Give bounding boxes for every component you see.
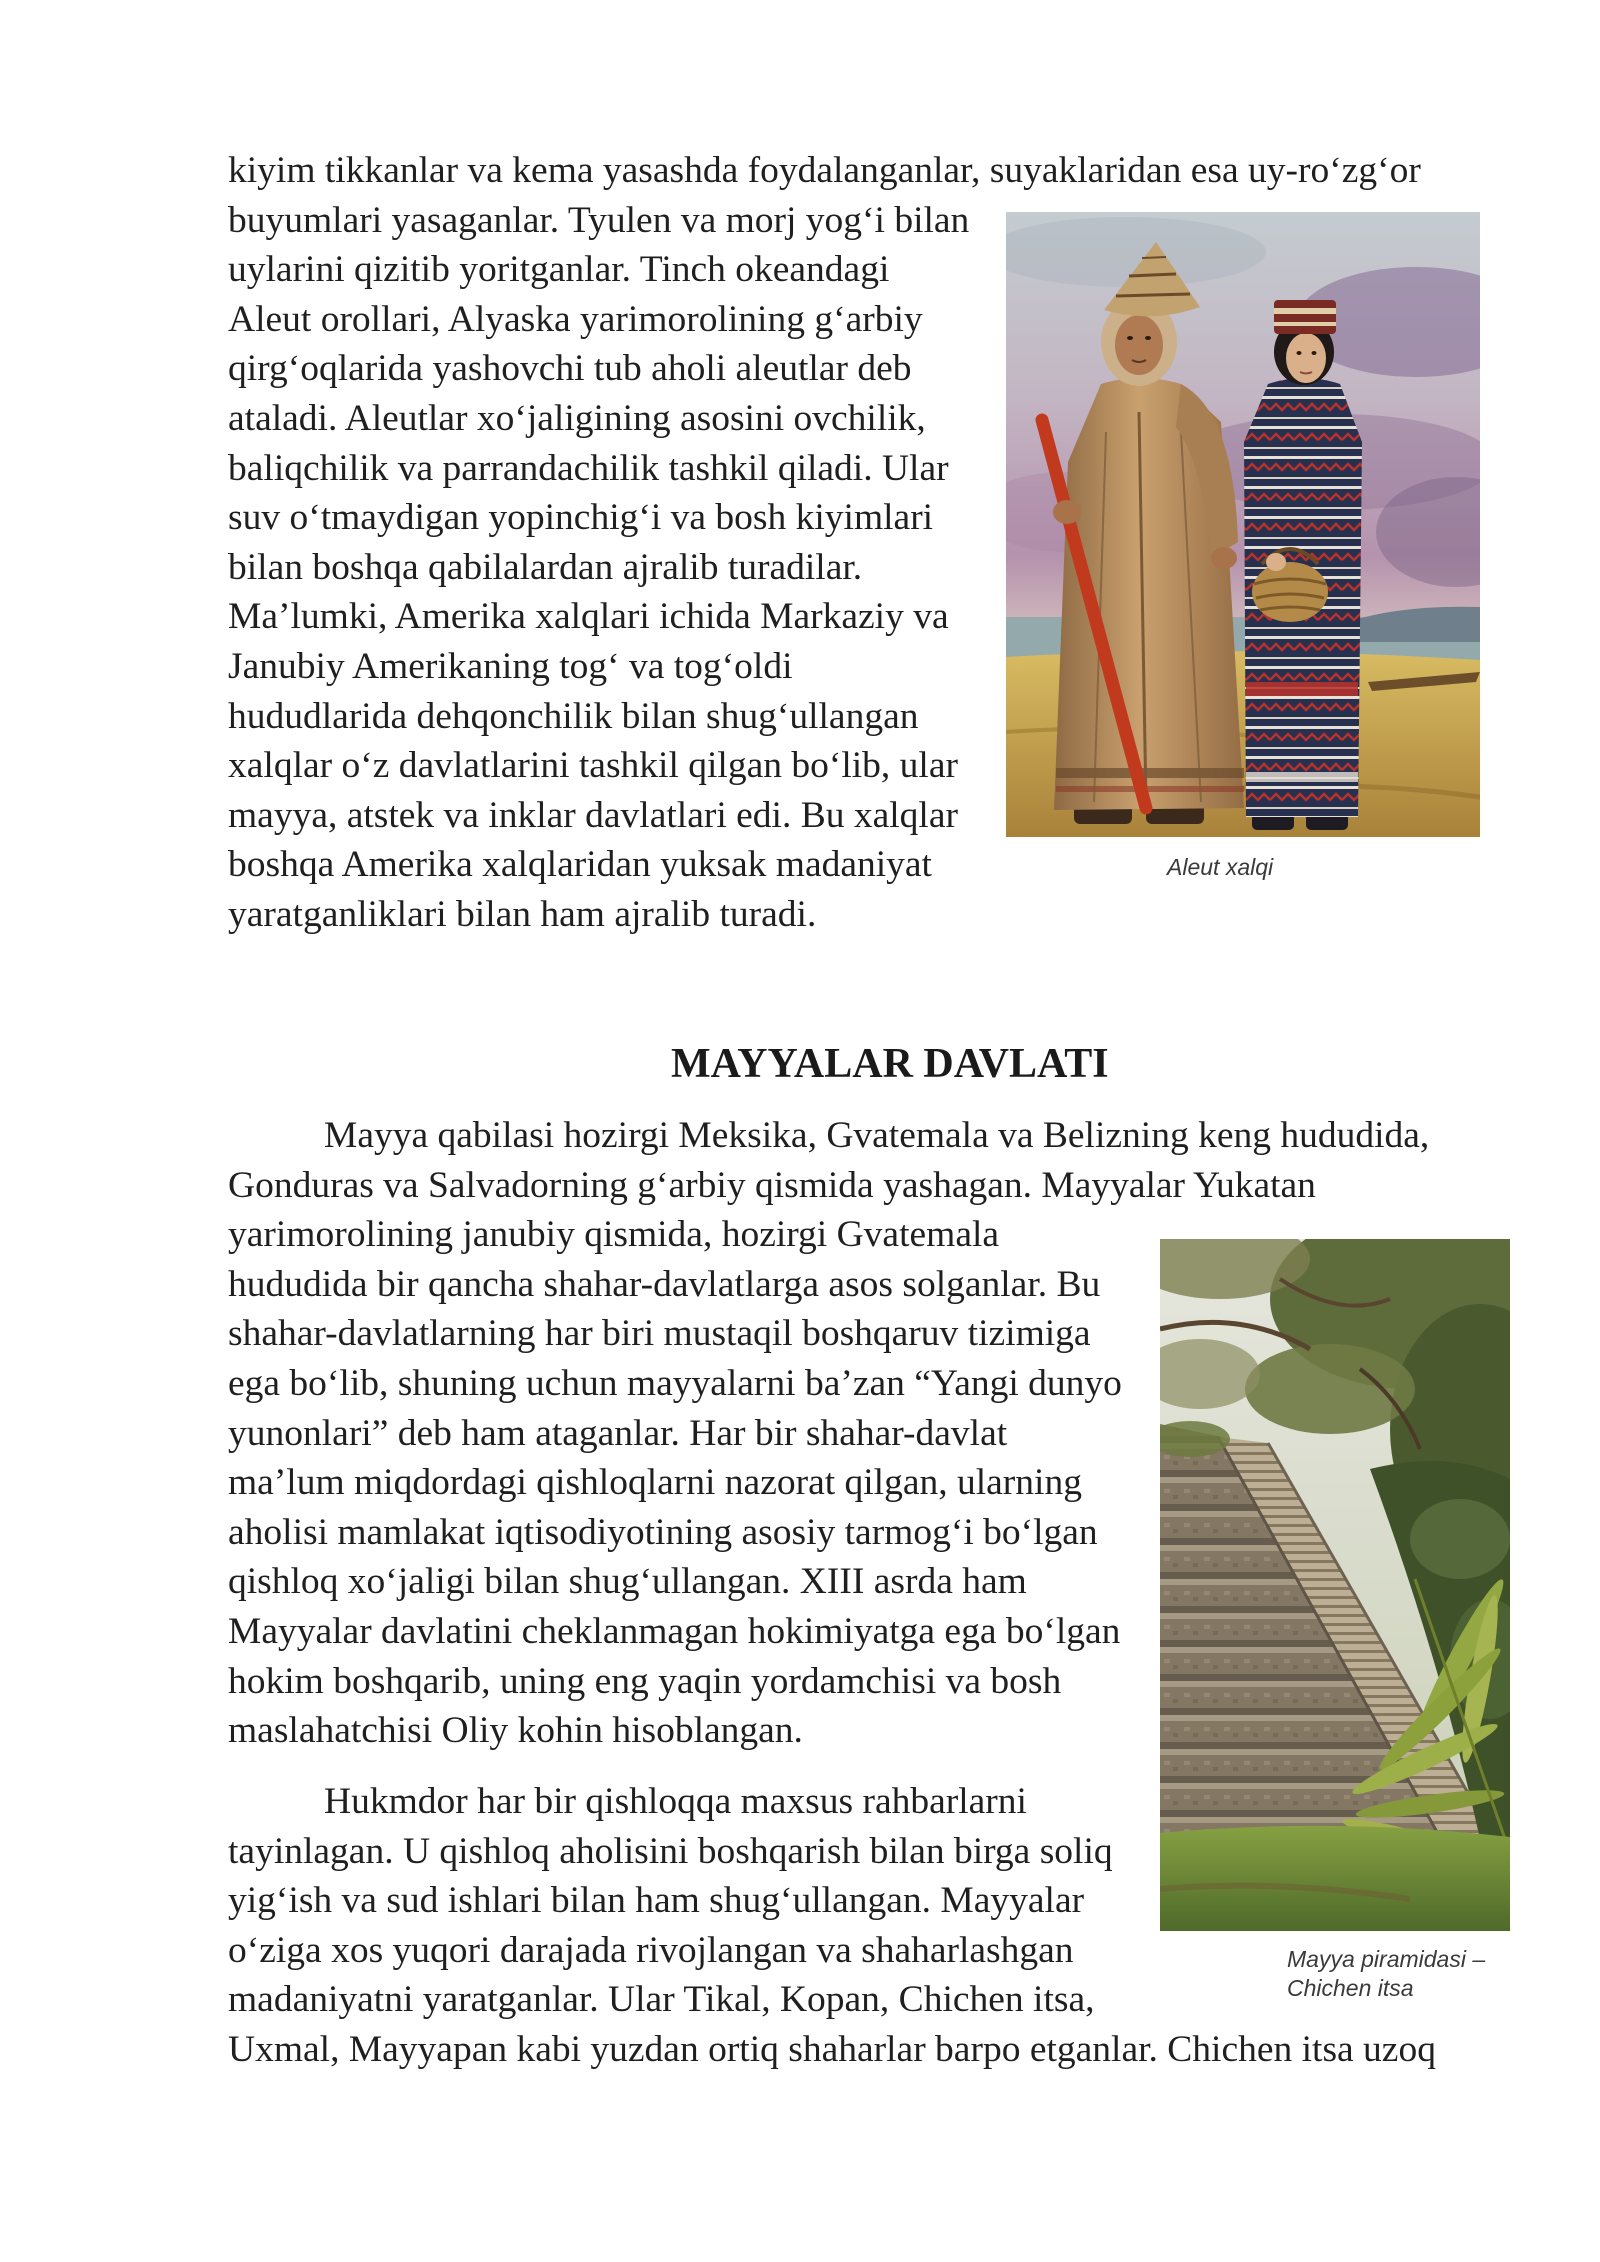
aleut-people-illustration xyxy=(1006,212,1480,837)
figure-caption xyxy=(1167,853,1273,882)
text-line: qirg‘oqlarida yashovchi tub aholi aleutlar deb xyxy=(228,348,912,390)
caption-line: Mayya piramidasi – xyxy=(1287,1946,1486,1972)
text-line: bilan boshqa qabilalardan ajralib turadilar. xyxy=(228,546,863,588)
figure-caption xyxy=(1287,1945,1485,2003)
text-line: ataladi. Aleutlar xo‘jaligining asosini ovchilik, xyxy=(228,397,926,439)
text-line: yarimorolining janubiy qismida, hozirgi Gvatemala xyxy=(228,1214,1000,1256)
text-line: Gonduras va Salvadorning g‘arbiy qismida yashagan. Mayyalar Yukatan xyxy=(228,1164,1316,1206)
text-line: maslahatchisi Oliy kohin hisoblangan. xyxy=(228,1710,803,1752)
text-line: tayinlagan. U qishloq aholisini boshqarish bilan birga soliq xyxy=(228,1830,1113,1872)
text-line: aholisi mamlakat iqtisodiyotining asosiy tarmog‘i bo‘lgan xyxy=(228,1511,1098,1553)
text-line: hududida bir qancha shahar-davlatlarga asos solganlar. Bu xyxy=(228,1263,1101,1305)
text-line: yaratganliklari bilan ham ajralib turadi. xyxy=(228,893,817,935)
text-line: Uxmal, Mayyapan kabi yuzdan ortiq shaharlar barpo etganlar. Chichen itsa uzoq xyxy=(228,2028,1436,2070)
text-line: Hukmdor har bir qishloqqa maxsus rahbarlarni xyxy=(324,1781,1027,1822)
figure-maya-pyramid xyxy=(1160,1239,1510,1931)
text-line: Aleut orollari, Alyaska yarimorolining g‘arbiy xyxy=(228,298,923,340)
text-line: kiyim tikkanlar va kema yasashda foydalanganlar, suyaklaridan esa uy-ro‘zg‘or xyxy=(228,150,1421,191)
text-line: hududlarida dehqonchilik bilan shug‘ullangan xyxy=(228,695,919,737)
grass xyxy=(1160,1826,1510,1931)
text-line: buyumlari yasaganlar. Tyulen va morj yog‘i bilan xyxy=(228,199,970,241)
text-line: hokim boshqarib, uning eng yaqin yordamchisi va bosh xyxy=(228,1660,1062,1702)
text-line: Mayya qabilasi hozirgi Meksika, Gvatemala va Belizning keng hududida, xyxy=(324,1115,1430,1156)
text-line: Janubiy Amerikaning tog‘ va tog‘oldi xyxy=(228,645,793,687)
maya-pyramid-photo xyxy=(1160,1239,1510,1931)
text-line: Ma’lumki, Amerika xalqlari ichida Markaziy va xyxy=(228,596,949,638)
text-line: shahar-davlatlarning har biri mustaqil boshqaruv tizimiga xyxy=(228,1313,1091,1355)
text-line: baliqchilik va parrandachilik tashkil qiladi. Ular xyxy=(228,447,949,489)
text-line: ega bo‘lib, shuning uchun mayyalarni ba’zan “Yangi dunyo xyxy=(228,1362,1122,1404)
caption-line: Chichen itsa xyxy=(1287,1975,1414,2001)
text-line: yunonlari” deb ham ataganlar. Har bir shahar-davlat xyxy=(228,1412,1008,1454)
text-line: Mayyalar davlatini cheklanmagan hokimiyatga ega bo‘lgan xyxy=(228,1610,1121,1652)
text-line: o‘ziga xos yuqori darajada rivojlangan va shaharlashgan xyxy=(228,1929,1074,1971)
text-line: uylarini qizitib yoritganlar. Tinch okeandagi xyxy=(228,249,890,291)
figure-aleut xyxy=(1006,212,1480,837)
text-line: mayya, atstek va inklar davlatlari edi. Bu xalqlar xyxy=(228,794,958,836)
text-line: yig‘ish va sud ishlari bilan ham shug‘ullangan. Mayyalar xyxy=(228,1880,1085,1922)
caption-line: Aleut xalqi xyxy=(1167,854,1274,880)
text-line: qishloq xo‘jaligi bilan shug‘ullangan. XIII asrda ham xyxy=(228,1561,1027,1603)
text-line: suv o‘tmaydigan yopinchig‘i va bosh kiyimlari xyxy=(228,497,934,539)
text-line: xalqlar o‘z davlatlarini tashkil qilgan bo‘lib, ular xyxy=(228,745,958,787)
text-line: boshqa Amerika xalqlaridan yuksak madaniyat xyxy=(228,844,932,886)
section-heading: MAYYALAR DAVLATI xyxy=(671,1041,1109,1087)
text-line: ma’lum miqdordagi qishloqlarni nazorat qilgan, ularning xyxy=(228,1462,1082,1504)
text-line: madaniyatni yaratganlar. Ular Tikal, Kopan, Chichen itsa, xyxy=(228,1979,1095,2021)
